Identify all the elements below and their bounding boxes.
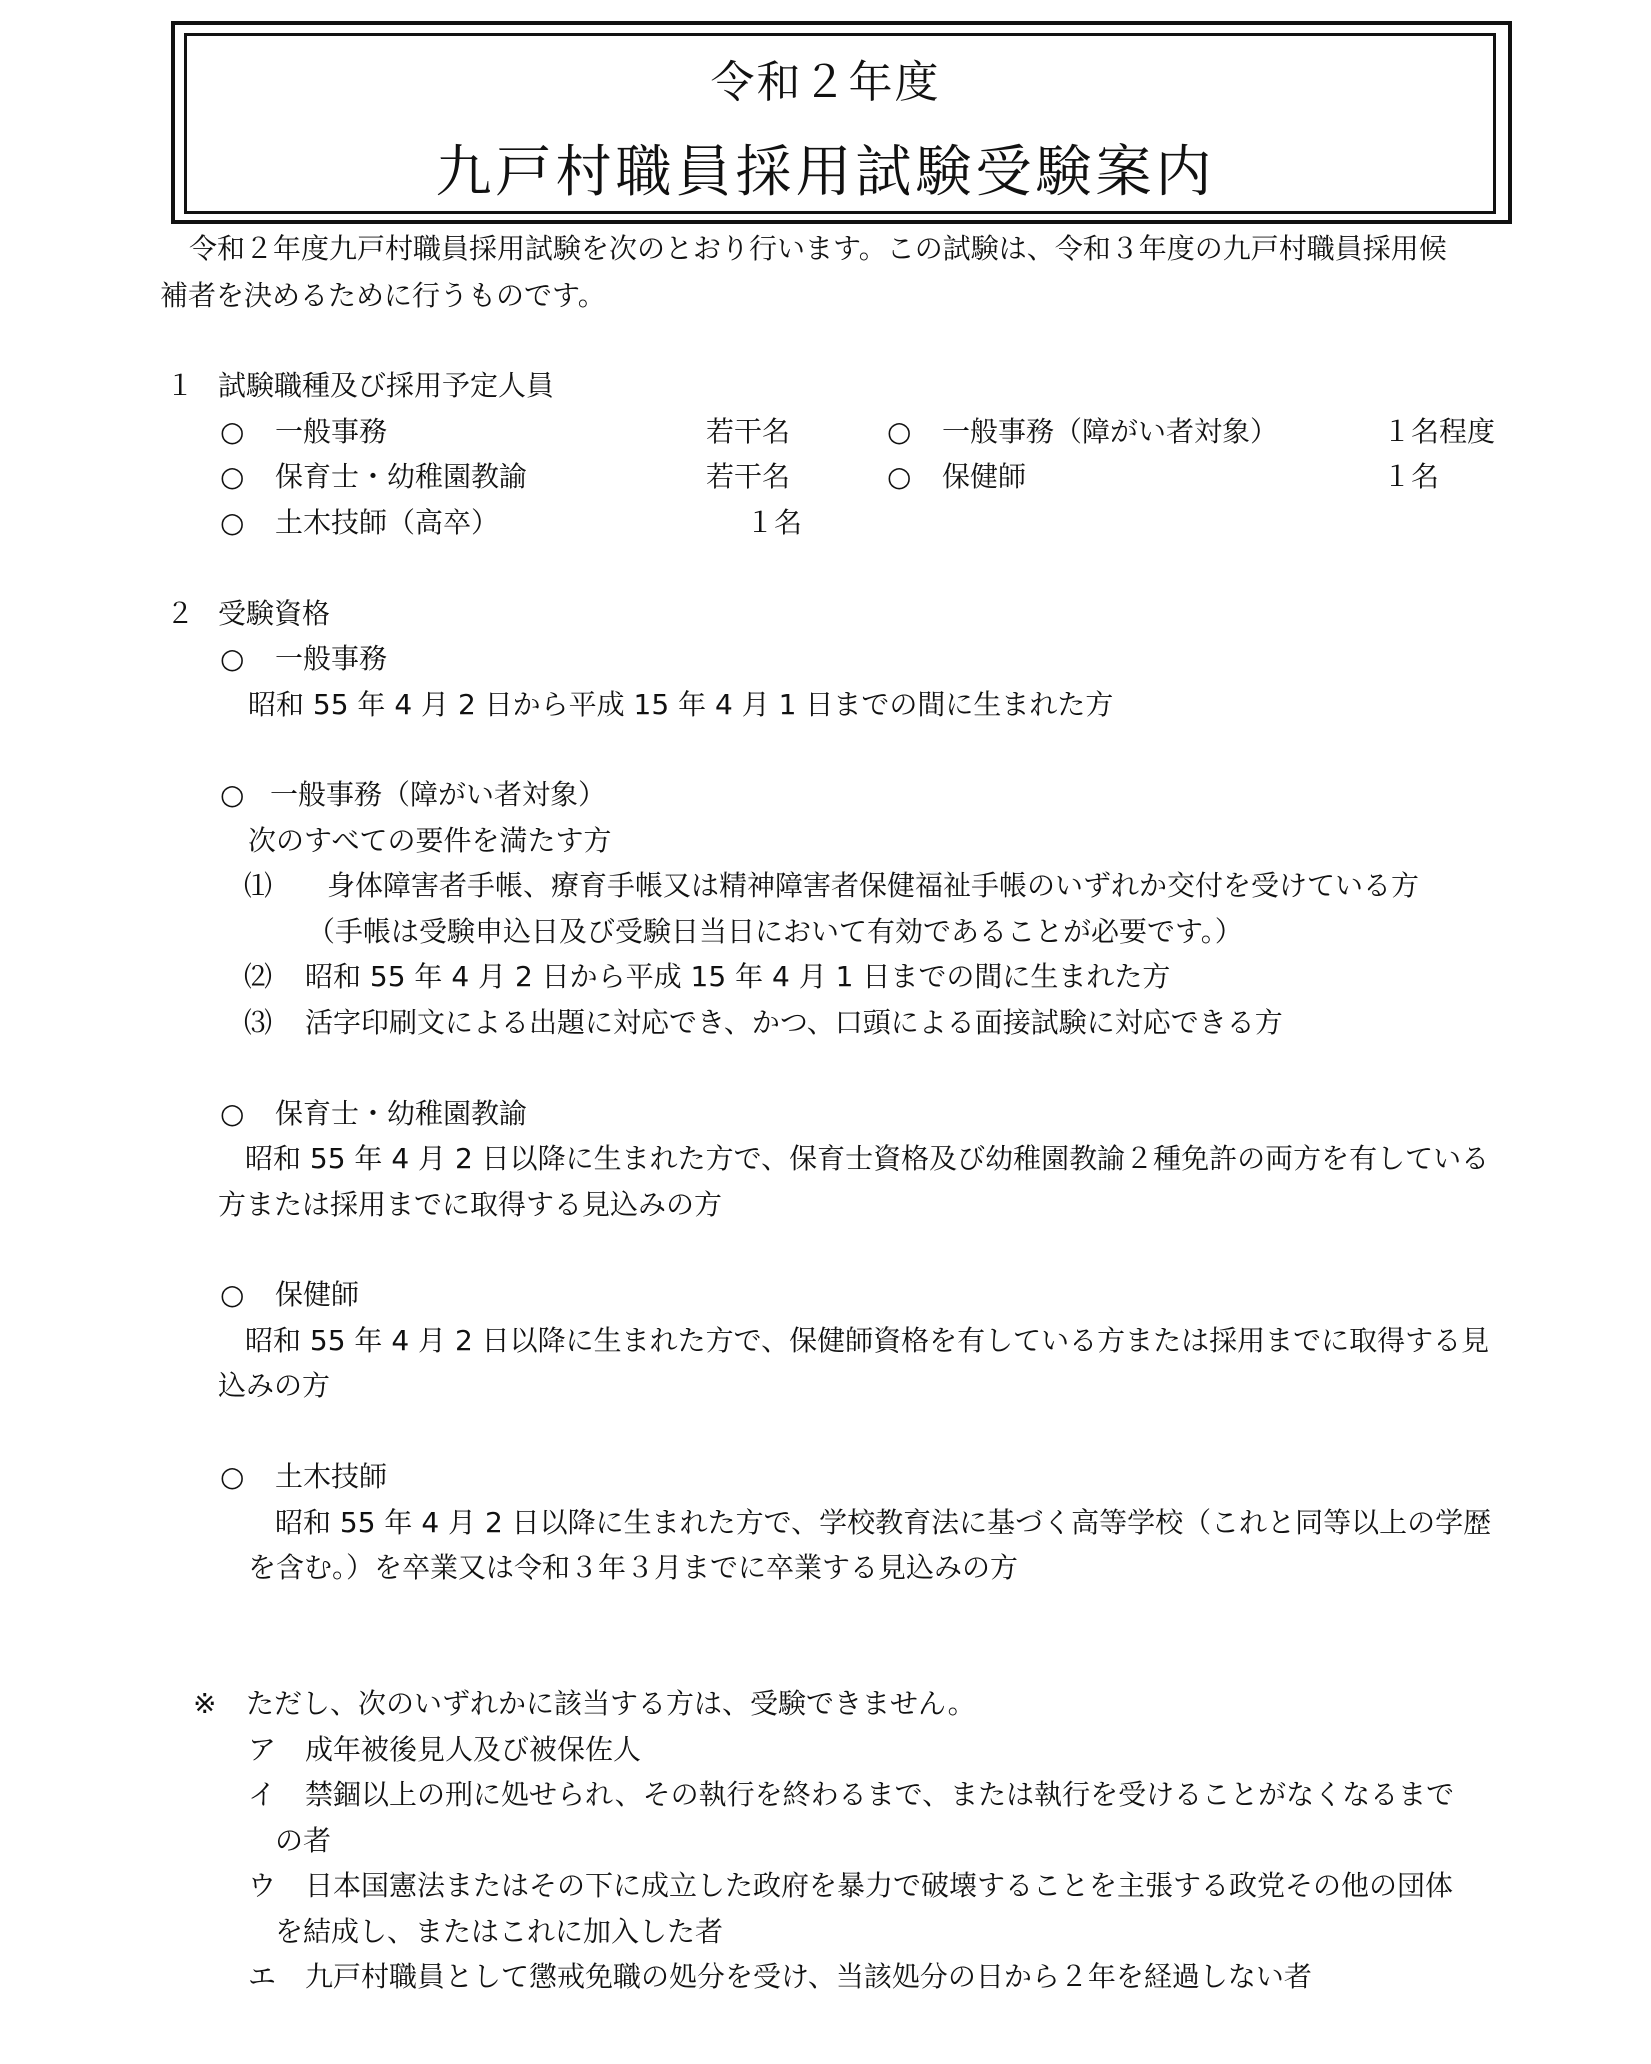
qualification-text-line-2: を含む。）を卒業又は令和３年３月までに卒業する見込みの方 [248, 1551, 1019, 1584]
position-name: 保健師 [942, 460, 1027, 493]
qualification-text-line-1: 昭和 55 年 4 月 2 日以降に生まれた方で、保育士資格及び幼稚園教諭２種免許の両方を有している [245, 1142, 1490, 1175]
exclusions-lead: ただし、次のいずれかに該当する方は、受験できません。 [246, 1687, 976, 1720]
qualification-text-line-1: 昭和 55 年 4 月 2 日以降に生まれた方で、保健師資格を有している方または採用までに取得する見 [245, 1324, 1490, 1357]
position-count: 若干名 [706, 460, 791, 493]
requirements-lead: 次のすべての要件を満たす方 [248, 824, 612, 857]
circle-bullet-icon: ○ [220, 460, 245, 493]
position-count: １名程度 [1383, 415, 1496, 448]
qualification-text: 昭和 55 年 4 月 2 日から平成 15 年 4 月 1 日までの間に生まれた方 [248, 688, 1114, 721]
document-title: 九戸村職員採用試験受験案内 [435, 140, 1216, 205]
section1-heading: 試験職種及び採用予定人員 [218, 369, 555, 402]
intro-line-2: 補者を決めるために行うものです。 [160, 279, 606, 312]
position-name: 土木技師（高卒） [275, 506, 500, 539]
qualification-text-line-2: 込みの方 [218, 1369, 331, 1402]
exclusion-text-line-1: 日本国憲法またはその下に成立した政府を暴力で破壊することを主張する政党その他の団体 [305, 1869, 1454, 1902]
requirement-note: （手帳は受験申込日及び受験日当日において有効であることが必要です。） [307, 915, 1243, 948]
qualification-title: 保健師 [275, 1278, 360, 1311]
position-name: 一般事務（障がい者対象） [942, 415, 1279, 448]
requirement-mark: ⑶ [244, 1006, 273, 1039]
position-count: １名 [1383, 460, 1440, 493]
requirement-text: 昭和 55 年 4 月 2 日から平成 15 年 4 月 1 日までの間に生まれた方 [305, 960, 1171, 993]
qualification-text-line-2: 方または採用までに取得する見込みの方 [218, 1188, 723, 1221]
qualification-title: 保育士・幼稚園教諭 [275, 1097, 528, 1130]
requirement-text: 活字印刷文による出題に対応でき、かつ、口頭による面接試験に対応できる方 [305, 1006, 1283, 1039]
title-year: 令和２年度 [710, 57, 941, 108]
circle-bullet-icon: ○ [220, 642, 245, 675]
exclusion-mark: イ [248, 1778, 277, 1811]
section1-number: １ [166, 369, 195, 402]
circle-bullet-icon: ○ [220, 1097, 245, 1130]
circle-bullet-icon: ○ [887, 460, 912, 493]
exclusion-text: 成年被後見人及び被保佐人 [305, 1733, 642, 1766]
position-name: 一般事務 [275, 415, 388, 448]
exclusion-text: 九戸村職員として懲戒免職の処分を受け、当該処分の日から２年を経過しない者 [305, 1960, 1312, 1993]
circle-bullet-icon: ○ [220, 778, 245, 811]
qualification-text-line-1: 昭和 55 年 4 月 2 日以降に生まれた方で、学校教育法に基づく高等学校（これと同等以上の学歴 [275, 1506, 1492, 1539]
exclusion-text-line-2: の者 [275, 1824, 332, 1857]
position-count: 若干名 [706, 415, 791, 448]
qualification-title: 一般事務 [275, 642, 388, 675]
requirement-mark: ⑵ [244, 960, 273, 993]
exclusion-text-line-1: 禁錮以上の刑に処せられ、その執行を終わるまで、または執行を受けることがなくなるまで [305, 1778, 1455, 1811]
circle-bullet-icon: ○ [220, 1460, 245, 1493]
requirement-text: 身体障害者手帳、療育手帳又は精神障害者保健福祉手帳のいずれか交付を受けている方 [327, 869, 1420, 902]
qualification-title: 土木技師 [275, 1460, 388, 1493]
intro-line-1: 令和２年度九戸村職員採用試験を次のとおり行います。この試験は、令和３年度の九戸村職員採用候 [189, 232, 1447, 265]
position-count: １名 [746, 506, 803, 539]
section2-heading: 受験資格 [218, 597, 331, 630]
requirement-mark: ⑴ [244, 869, 273, 902]
reference-mark-icon: ※ [193, 1687, 217, 1720]
exclusion-text-line-2: を結成し、またはこれに加入した者 [275, 1915, 724, 1948]
exclusion-mark: ア [248, 1733, 277, 1766]
position-name: 保育士・幼稚園教諭 [275, 460, 528, 493]
circle-bullet-icon: ○ [220, 506, 245, 539]
exclusion-mark: エ [248, 1960, 277, 1993]
circle-bullet-icon: ○ [887, 415, 912, 448]
circle-bullet-icon: ○ [220, 415, 245, 448]
qualification-title: 一般事務（障がい者対象） [270, 778, 607, 811]
section2-number: ２ [166, 597, 195, 630]
circle-bullet-icon: ○ [220, 1278, 245, 1311]
exclusion-mark: ウ [248, 1869, 277, 1902]
